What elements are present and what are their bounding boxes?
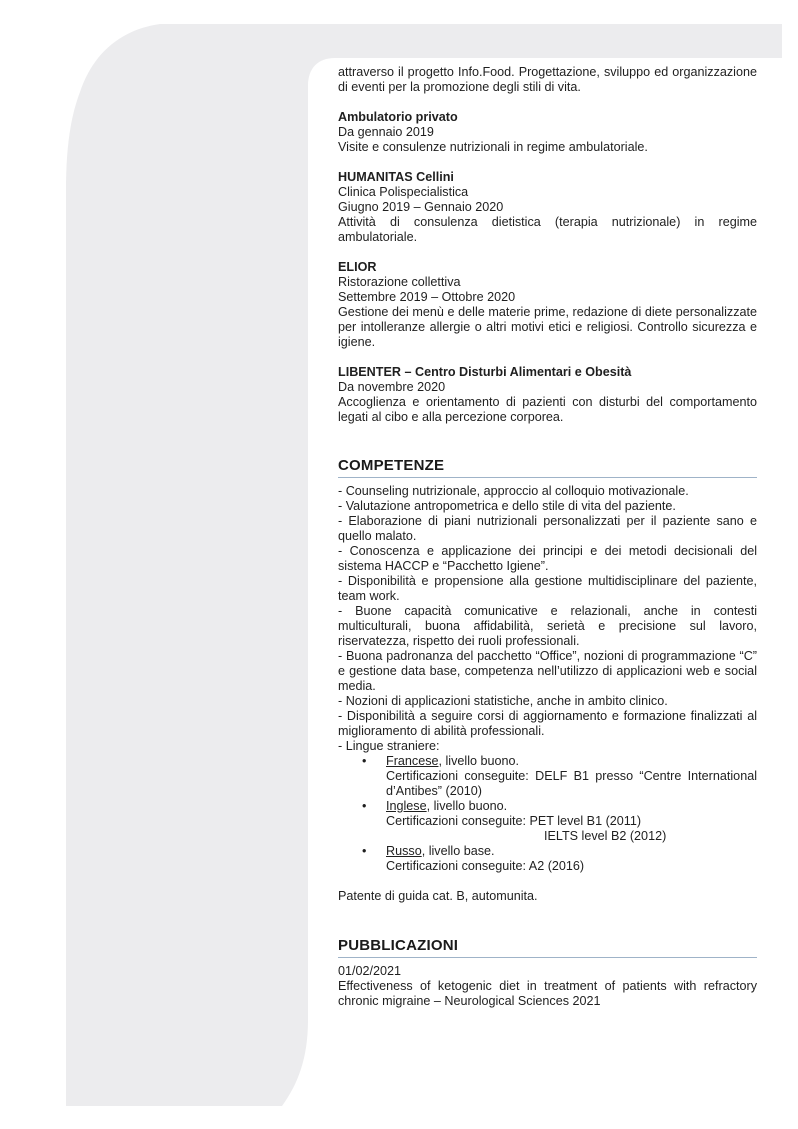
entry-date: Settembre 2019 – Ottobre 2020 bbox=[338, 290, 516, 304]
competenza-item-lingue: - Lingue straniere: bbox=[338, 739, 440, 753]
publication-date: 01/02/2021 bbox=[338, 964, 402, 978]
competenza-item: - Elaborazione di piani nutrizionali personalizzati per il paziente sano e quello malato. bbox=[338, 514, 757, 543]
entry-description: Gestione dei menù e delle materie prime, redazione di diete personalizzate per intolleranze allergie o altri motivi etici e religiosi. Controllo sicurezza e igiene. bbox=[338, 305, 757, 349]
entry-title: ELIOR bbox=[338, 260, 377, 274]
competenze-list bbox=[338, 484, 757, 754]
competenza-item: - Counseling nutrizionale, approccio al colloquio motivazionale. bbox=[338, 484, 689, 498]
entry-description: Accoglienza e orientamento di pazienti con disturbi del comportamento legati al cibo e alla percezione corporea. bbox=[338, 395, 757, 424]
language-name: Russo bbox=[386, 844, 422, 858]
section-title-pubblicazioni: PUBBLICAZIONI bbox=[338, 937, 757, 958]
section-title-competenze: COMPETENZE bbox=[338, 457, 757, 478]
entry-date: Da novembre 2020 bbox=[338, 380, 446, 394]
language-name: Francese bbox=[386, 754, 439, 768]
experience-entry-humanitas bbox=[338, 170, 757, 245]
bullet-icon: • bbox=[362, 754, 367, 768]
publication-text: Effectiveness of ketogenic diet in treatment of patients with refractory chronic migraine – Neurological Sciences 2021 bbox=[338, 979, 757, 1008]
language-name: Inglese bbox=[386, 799, 427, 813]
entry-date: Giugno 2019 – Gennaio 2020 bbox=[338, 200, 504, 214]
entry-title: LIBENTER – Centro Disturbi Alimentari e Obesità bbox=[338, 365, 632, 379]
language-item-inglese bbox=[362, 799, 757, 844]
competenza-item: - Disponibilità e propensione alla gestione multidisciplinare del paziente, team work. bbox=[338, 574, 757, 603]
language-level: , livello base. bbox=[421, 844, 495, 858]
publication-entry bbox=[338, 964, 757, 1009]
driving-license: Patente di guida cat. B, automunita. bbox=[338, 889, 538, 903]
language-level: , livello buono. bbox=[438, 754, 520, 768]
language-level: , livello buono. bbox=[426, 799, 508, 813]
competenza-item: - Nozioni di applicazioni statistiche, anche in ambito clinico. bbox=[338, 694, 668, 708]
language-certification: Certificazioni conseguite: PET level B1 (2011) bbox=[386, 814, 642, 828]
competenza-item: - Disponibilità a seguire corsi di aggiornamento e formazione finalizzati al miglioramento di abilità professionali. bbox=[338, 709, 757, 738]
resume-content bbox=[338, 65, 757, 1009]
experience-entry-libenter bbox=[338, 365, 757, 425]
experience-intro-text: attraverso il progetto Info.Food. Progettazione, sviluppo ed organizzazione di eventi per la promozione degli stili di vita. bbox=[338, 65, 757, 94]
language-item-russo bbox=[362, 844, 757, 874]
entry-subtitle: Clinica Polispecialistica bbox=[338, 185, 469, 199]
entry-subtitle: Ristorazione collettiva bbox=[338, 275, 461, 289]
competenza-item: - Valutazione antropometrica e dello stile di vita del paziente. bbox=[338, 499, 676, 513]
language-certification: Certificazioni conseguite: DELF B1 presso “Centre International d’Antibes” (2010) bbox=[386, 769, 757, 798]
language-certification: Certificazioni conseguite: A2 (2016) bbox=[386, 859, 585, 873]
entry-date: Da gennaio 2019 bbox=[338, 125, 434, 139]
entry-title: Ambulatorio privato bbox=[338, 110, 458, 124]
entry-description: Attività di consulenza dietistica (terapia nutrizionale) in regime ambulatoriale. bbox=[338, 215, 757, 244]
language-item-francese bbox=[362, 754, 757, 799]
experience-entry-ambulatorio bbox=[338, 110, 757, 155]
competenza-item: - Buona padronanza del pacchetto “Office”, nozioni di programmazione “C” e gestione data base, competenza nell’utilizzo di applicazioni web e social media. bbox=[338, 649, 757, 693]
competenza-item: - Conoscenza e applicazione dei principi e dei metodi decisionali del sistema HACCP e “Pacchetto Igiene”. bbox=[338, 544, 757, 573]
entry-description: Visite e consulenze nutrizionali in regime ambulatoriale. bbox=[338, 140, 648, 154]
experience-entry-elior bbox=[338, 260, 757, 350]
bullet-icon: • bbox=[362, 799, 367, 813]
competenza-item: - Buone capacità comunicative e relazionali, anche in contesti multiculturali, buona affidabilità, serietà e precisione sul lavoro, riservatezza, rispetto dei ruoli professionali. bbox=[338, 604, 757, 648]
languages-list bbox=[338, 754, 757, 874]
bullet-icon: • bbox=[362, 844, 367, 858]
language-certification-extra: IELTS level B2 (2012) bbox=[544, 829, 667, 843]
experience-intro bbox=[338, 65, 757, 95]
entry-title: HUMANITAS Cellini bbox=[338, 170, 454, 184]
